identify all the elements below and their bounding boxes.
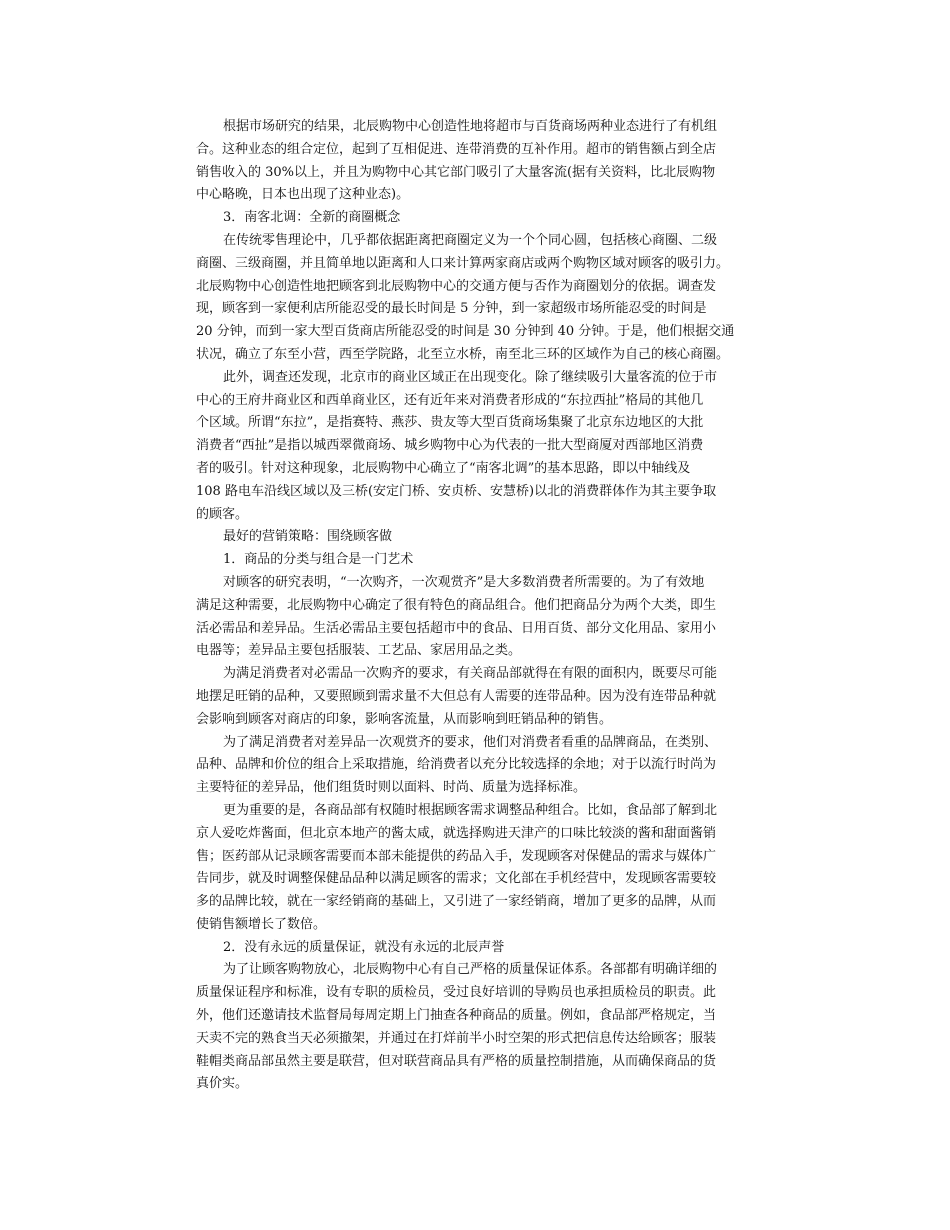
text-line: 1．商品的分类与组合是一门艺术: [223, 552, 414, 568]
text-line: 为了满足消费者对差异品一次观赏齐的要求，他们对消费者看重的品牌商品，在类别、: [223, 734, 718, 750]
text-line: 活必需品和差异品。生活必需品主要包括超市中的食品、日用百货、部分文化用品、家用小: [196, 620, 717, 636]
text-line: 满足这种需要，北辰购物中心确定了很有特色的商品组合。他们把商品分为两个大类，即生: [196, 597, 717, 613]
text-line: 合。这种业态的组合定位，起到了互相促进、连带消费的互补作用。超市的销售额占到全店: [196, 141, 717, 157]
text-line: 为了让顾客购物放心，北辰购物中心有自己严格的质量保证体系。各部都有明确详细的: [223, 962, 718, 978]
text-line: 外，他们还邀请技术监督局每周定期上门抽查各种商品的质量。例如，食品部严格规定，当: [196, 1008, 717, 1024]
text-line: 3．南客北调：全新的商圈概念: [223, 210, 401, 226]
text-line: 在传统零售理论中，几乎都依据距离把商圈定义为一个个同心圆，包括核心商圈、二级: [223, 232, 718, 248]
text-line: 中心的王府井商业区和西单商业区，还有近年来对消费者形成的“东拉西扯”格局的其他几: [196, 392, 704, 408]
text-line: 此外，调查还发现，北京市的商业区域正在出现变化。除了继续吸引大量客流的位于市: [223, 369, 718, 385]
text-line: 个区域。所谓“东拉”，是指赛特、燕莎、贵友等大型百货商场集聚了北京东边地区的大批: [196, 415, 704, 431]
text-line: 现，顾客到一家便利店所能忍受的最长时间是 5 分钟，到一家超级市场所能忍受的时间是: [196, 301, 707, 317]
text-line: 消费者“西扯”是指以城西翠微商场、城乡购物中心为代表的一批大型商厦对西部地区消费: [196, 438, 704, 454]
text-line: 主要特征的差异品，他们组货时则以面料、时尚、质量为选择标准。: [196, 780, 587, 796]
text-line: 电器等；差异品主要包括服装、工艺品、家居用品之类。: [196, 643, 522, 659]
text-line: 2．没有永远的质量保证，就没有永远的北辰声誉: [223, 939, 505, 955]
text-line: 天卖不完的熟食当天必须撤架，并通过在打烊前半小时空架的形式把信息传达给顾客；服装: [196, 1030, 717, 1046]
text-line: 20 分钟，而到一家大型百货商店所能忍受的时间是 30 分钟到 40 分钟。于是，他们根据交通: [196, 324, 735, 340]
text-line: 商圈、三级商圈，并且简单地以距离和人口来计算两家商店或两个购物区域对顾客的吸引力。: [196, 255, 730, 271]
text-line: 使销售额增长了数倍。: [196, 916, 327, 932]
text-line: 会影响到顾客对商店的印象，影响客流量，从而影响到旺销品种的销售。: [196, 711, 613, 727]
text-line: 者的吸引。针对这种现象，北辰购物中心确立了“南客北调”的基本思路，即以中轴线及: [196, 460, 691, 476]
text-line: 状况，确立了东至小营，西至学院路，北至立水桥，南至北三环的区域作为自己的核心商圈。: [196, 346, 730, 362]
text-line: 告同步，就及时调整保健品品种以满足顾客的需求；文化部在手机经营中，发现顾客需要较: [196, 871, 717, 887]
text-line: 为满足消费者对必需品一次购齐的要求，有关商品部就得在有限的面积内，既要尽可能: [223, 666, 718, 682]
text-line: 对顾客的研究表明，“一次购齐，一次观赏齐”是大多数消费者所需要的。为了有效地: [223, 574, 705, 590]
text-line: 销售收入的 30%以上，并且为购物中心其它部门吸引了大量客流(据有关资料，比北辰购物: [196, 164, 716, 180]
text-line: 地摆足旺销的品种，又要照顾到需求量不大但总有人需要的连带品种。因为没有连带品种就: [196, 688, 717, 704]
text-line: 中心略晚，日本也出现了这种业态)。: [196, 187, 410, 203]
text-line: 鞋帽类商品部虽然主要是联营，但对联营商品具有严格的质量控制措施，从而确保商品的货: [196, 1053, 717, 1069]
text-line: 京人爱吃炸酱面，但北京本地产的酱太咸，就选择购进天津产的口味比较淡的酱和甜面酱销: [196, 825, 717, 841]
text-line: 质量保证程序和标准，设有专职的质检员，受过良好培训的导购员也承担质检员的职责。此: [196, 985, 717, 1001]
text-line: 售；医药部从记录顾客需要而本部未能提供的药品入手，发现顾客对保健品的需求与媒体广: [196, 848, 717, 864]
text-line: 多的品牌比较，就在一家经销商的基础上，又引进了一家经销商，增加了更多的品牌，从而: [196, 894, 717, 910]
text-line: 根据市场研究的结果，北辰购物中心创造性地将超市与百货商场两种业态进行了有机组: [223, 119, 718, 134]
text-line: 品种、品牌和价位的组合上采取措施，给消费者以充分比较选择的余地；对于以流行时尚为: [196, 757, 717, 773]
text-line: 北辰购物中心创造性地把顾客到北辰购物中心的交通方便与否作为商圈划分的依据。调查发: [196, 278, 717, 294]
text-line: 最好的营销策略：围绕顾客做: [223, 529, 393, 545]
text-line: 更为重要的是，各商品部有权随时根据顾客需求调整品种组合。比如，食品部了解到北: [223, 802, 718, 818]
document-body: [196, 116, 774, 1096]
text-line: 的顾客。: [196, 506, 249, 522]
text-line: 108 路电车沿线区域以及三桥(安定门桥、安贞桥、安慧桥)以北的消费群体作为其主要争取: [196, 483, 717, 499]
text-line: 真价实。: [196, 1076, 249, 1092]
